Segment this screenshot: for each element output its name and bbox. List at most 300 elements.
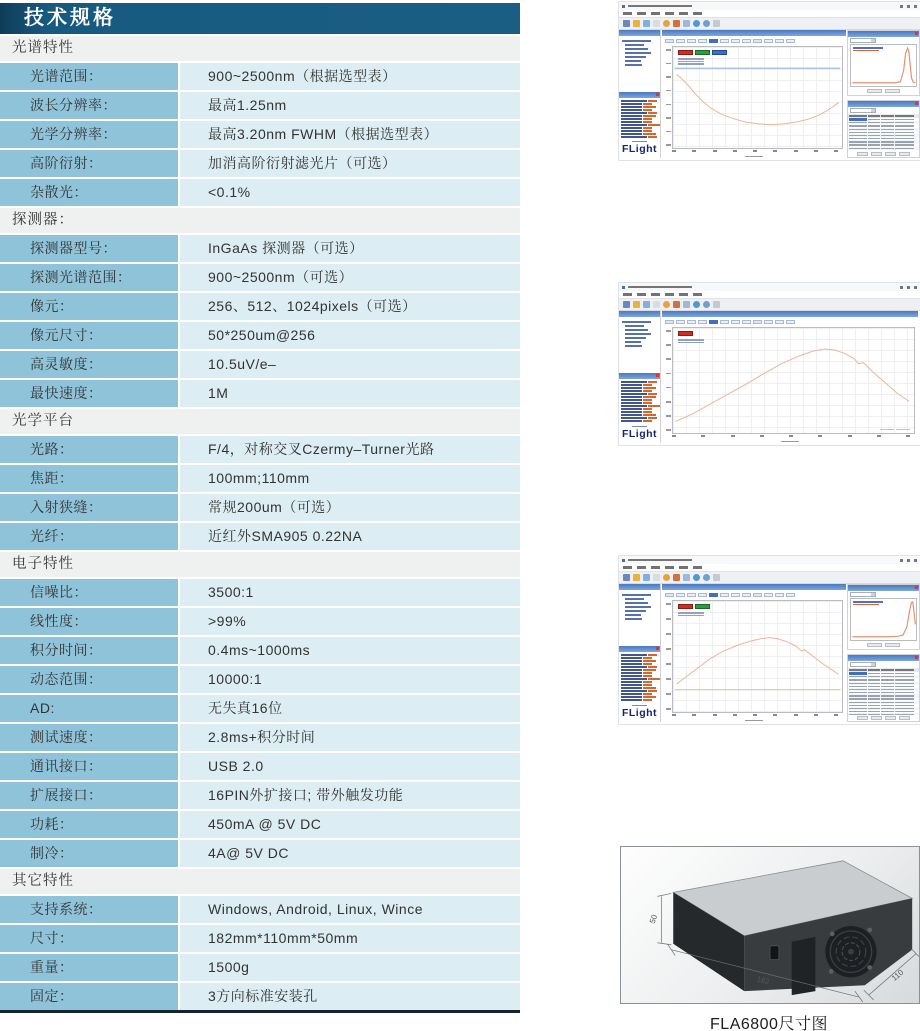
log-line [621,693,658,695]
app-icon [622,559,625,562]
log-line [621,411,658,413]
tree-item [625,60,641,62]
spec-row [0,983,520,1010]
spec-value: 100mm;110mm [180,465,520,492]
log-pane-header [619,373,660,379]
spec-row [0,637,520,664]
spec-row [0,179,520,206]
spec-label: 焦距： [0,465,178,492]
log-line [621,681,658,683]
toolbar-icon [703,20,710,27]
chart-control [764,593,773,597]
spec-value: 256、512、1024pixels（可选） [180,293,520,320]
data-table-panel [847,100,920,158]
spec-label: 重量： [0,954,178,981]
spec-row [0,322,520,349]
log-line [621,675,658,677]
spec-row [0,695,520,722]
menu-item [693,293,702,296]
table-bottom-rule [0,1010,520,1013]
chevron-down-icon [871,109,875,112]
peak-dropdown [850,592,876,597]
log-line [621,130,658,132]
data-table-panel [847,654,920,722]
device-tree-pane [619,584,661,722]
software-screenshot-2 [619,283,920,445]
menu-bar [619,10,920,17]
maximize-icon [907,559,910,562]
dim-height-label: 50 [647,913,660,925]
spec-row [0,896,520,923]
chart-control [676,39,685,43]
spec-label: 制冷： [0,840,178,867]
log-line [621,121,658,123]
minimize-icon [900,286,903,289]
plot-annotation [678,611,704,617]
window-titlebar [619,283,920,291]
logo-tagline [632,705,647,707]
chart-control [731,39,740,43]
menu-item [693,12,702,15]
peak-buttons [848,87,919,95]
peak-plot [850,44,917,87]
spec-label: 高阶衍射： [0,150,178,177]
table-panel-header [848,655,919,661]
spec-row [0,380,520,407]
spec-value: 900~2500nm（可选） [180,264,520,291]
spectrum-plot [672,327,915,434]
menu-item [637,12,646,15]
peak-dropdown [850,38,876,43]
stop-button [678,604,693,609]
menu-bar [619,564,920,571]
spec-row [0,666,520,693]
log-line [621,672,658,674]
spec-label: 像元尺寸： [0,322,178,349]
toolbar-icon [683,301,690,308]
table-dropdown [850,108,876,113]
spec-label: 最快速度： [0,380,178,407]
section-header-2: 光学平台 [0,409,520,434]
toolbar-icon [713,20,720,27]
panel-close-icon [915,102,918,105]
spec-label: 光纤： [0,523,178,550]
chart-control [698,320,707,324]
spec-row [0,92,520,119]
spec-value: >99% [180,608,520,635]
spec-value: 3方向标准安装孔 [180,983,520,1010]
toolbar-icon [673,574,680,581]
menu-item [679,293,688,296]
spec-label: 光路： [0,436,178,463]
toolbar-icon [643,20,650,27]
spec-label: 光学分辨率： [0,121,178,148]
spec-row [0,465,520,492]
close-icon [914,5,917,8]
log-line [621,405,658,407]
toolbar-icon [713,574,720,581]
spectrum-chart-pane [662,311,918,443]
toolbar-icon [643,574,650,581]
acquisition-buttons [678,50,727,55]
log-line [621,657,658,659]
spec-row [0,782,520,809]
spectrum-chart-pane [662,30,846,158]
plot-watermark [880,429,910,431]
toolbar-icon [653,20,660,27]
log-line [621,103,658,105]
software-screenshot-1 [619,2,920,160]
spec-value: 常规200um（可选） [180,494,520,521]
spec-value: F/4，对称交叉Czermy–Turner光路 [180,436,520,463]
spec-label: 支持系统： [0,896,178,923]
spec-label: 扩展接口： [0,782,178,809]
window-title-text [628,559,692,562]
chart-control [665,320,674,324]
plot-annotation [678,338,704,344]
log-line [621,133,658,135]
chart-control [687,39,696,43]
spec-row [0,264,520,291]
log-line [621,417,658,419]
toolbar-icon [653,301,660,308]
spec-value: 0.4ms~1000ms [180,637,520,664]
spec-row [0,293,520,320]
spec-value: USB 2.0 [180,753,520,780]
log-line [621,696,658,698]
tree-item [622,40,652,42]
toolbar-icon [623,20,630,27]
toolbar [619,298,920,311]
x-axis-ticks [662,149,846,158]
spec-label: 积分时间： [0,637,178,664]
x-axis-label [745,156,763,158]
toolbar-icon [643,301,650,308]
acquisition-buttons [678,604,710,609]
log-line [621,384,658,386]
spec-row [0,351,520,378]
log-line [621,396,658,398]
figure-caption: FLA6800尺寸图 [710,1016,828,1031]
toolbar-icon [673,301,680,308]
tree-pane-header [619,311,660,317]
toolbar-icon [713,301,720,308]
tree-pane-header [619,584,660,590]
toolbar-icon [693,20,700,27]
spec-row [0,150,520,177]
spec-row [0,121,520,148]
chart-control [698,593,707,597]
spec-label: 高灵敏度： [0,351,178,378]
menu-item [665,12,674,15]
log-line [621,109,658,111]
spec-label: 波长分辨率： [0,92,178,119]
spec-value: 182mm*110mm*50mm [180,925,520,952]
vendor-logo: FLight [619,423,660,443]
close-icon [914,286,917,289]
table-buttons [848,715,919,721]
spec-value: 最高3.20nm FWHM（根据选型表） [180,121,520,148]
log-line [621,663,658,665]
spec-label: AD: [0,695,178,722]
panel-close-icon [915,32,918,35]
chart-pane-header [662,30,846,36]
acquisition-buttons [678,331,693,336]
peak-panel [847,30,920,96]
peak-legend [853,600,883,606]
spec-value: 900~2500nm（根据选型表） [180,63,520,90]
spec-row [0,724,520,751]
spec-row [0,954,520,981]
spec-row [0,753,520,780]
peak-plot [850,598,917,641]
log-line [621,684,658,686]
plot-annotation [678,57,704,66]
spec-label: 动态范围： [0,666,178,693]
log-line [621,690,658,692]
maximize-icon [907,286,910,289]
chart-control [775,593,784,597]
maximize-icon [907,5,910,8]
chart-pane-header [662,311,918,317]
spec-row [0,811,520,838]
menu-item [665,293,674,296]
toolbar-icon [633,574,640,581]
spec-label: 探测光谱范围： [0,264,178,291]
menu-item [651,293,660,296]
spec-label: 光谱范围： [0,63,178,90]
chart-control [676,593,685,597]
right-panels [847,584,920,722]
toolbar-icon [663,20,670,27]
fan-grille [825,926,876,977]
log-line [621,654,658,656]
toolbar-icon [673,20,680,27]
device-step [792,937,816,995]
peak-panel-header [848,31,919,37]
tree-item [622,321,652,323]
log-line [621,699,658,701]
chart-control [742,593,751,597]
toolbar-icon [693,301,700,308]
toolbar-icon [663,574,670,581]
tree-item [625,48,648,50]
toolbar-icon [633,20,640,27]
tree-item [625,610,645,612]
spec-row [0,608,520,635]
minimize-icon [900,5,903,8]
chart-toolbar [662,591,846,599]
spec-row [0,235,520,262]
chart-control [753,39,762,43]
log-line [621,127,658,129]
toolbar-icon [623,301,630,308]
tree-item [625,52,651,54]
peak-buttons [848,641,919,649]
spec-value: 16PIN外扩接口; 带外触发功能 [180,782,520,809]
device-tree-pane [619,30,661,158]
spec-row [0,579,520,606]
section-header-0: 光谱特性 [0,36,520,61]
spec-label: 信噪比： [0,579,178,606]
menu-item [623,12,632,15]
toolbar-icon [703,574,710,581]
log-line [621,100,658,102]
section-header-4: 其它特性 [0,869,520,894]
tree-item [625,598,644,600]
spectrum-plot [672,600,843,713]
tree-item [625,56,645,58]
dim-depth-label: 110 [889,967,906,983]
chart-control [709,593,718,597]
spec-label: 功耗： [0,811,178,838]
right-panels [847,30,920,158]
chart-control [720,320,729,324]
log-line [621,112,658,114]
tree-item [625,329,648,331]
software-screenshot-3 [619,556,920,724]
chart-pane-header [662,584,846,590]
panel-close-icon [656,374,659,377]
log-line [621,420,658,422]
log-line [621,118,658,120]
y-axis-ticks [664,46,672,149]
log-line [621,687,658,689]
y-axis-ticks [664,600,672,713]
spec-value: 无失真16位 [180,695,520,722]
chart-control [775,39,784,43]
table-buttons [848,151,919,157]
app-icon [622,5,625,8]
spec-value: 3500:1 [180,579,520,606]
tree-item [625,602,648,604]
chart-control [720,39,729,43]
chart-control [742,320,751,324]
panel-close-icon [915,586,918,589]
log-line [621,678,658,680]
spec-value: 近红外SMA905 0.22NA [180,523,520,550]
log-line [621,669,658,671]
spec-label: 测试速度： [0,724,178,751]
close-icon [914,559,917,562]
spec-row [0,63,520,90]
vendor-logo: FLight [619,138,660,158]
window-title-text [628,286,692,289]
tree-item [625,606,651,608]
log-list [619,379,660,423]
window-title-text [628,5,692,8]
tree-item [625,64,642,66]
log-line [621,402,658,404]
log-line [621,387,658,389]
dim-length-label: 182 [755,974,771,987]
chart-toolbar [662,318,918,326]
chart-control [665,593,674,597]
chart-control [731,320,740,324]
spec-row [0,436,520,463]
log-line [621,408,658,410]
tree-item [625,337,645,339]
spec-value: 1M [180,380,520,407]
peak-legend [853,46,883,52]
spec-value: 50*250um@256 [180,322,520,349]
spec-row [0,494,520,521]
minimize-icon [900,559,903,562]
menu-item [651,12,660,15]
spec-label: 入射狭缝： [0,494,178,521]
panel-close-icon [656,647,659,650]
toolbar [619,571,920,584]
toolbar-icon [683,20,690,27]
spec-sections [0,36,520,1010]
spec-value: Windows, Android, Linux, Wince [180,896,520,923]
start-button [695,50,710,55]
log-pane-header [619,92,660,98]
spec-label: 像元： [0,293,178,320]
log-line [621,414,658,416]
peak-panel-header [848,585,919,591]
spec-row [0,925,520,952]
log-list [619,98,660,138]
x-axis-label [745,720,763,722]
x-axis-label [781,441,799,443]
save-button [712,50,727,55]
chart-control [742,39,751,43]
tree-item [625,345,642,347]
toolbar-icon [653,574,660,581]
app-icon [622,286,625,289]
start-button [695,604,710,609]
spec-value: 加消高阶衍射滤光片（可选） [180,150,520,177]
menu-item [623,293,632,296]
spec-value: InGaAs 探测器（可选） [180,235,520,262]
spec-value: 最高1.25nm [180,92,520,119]
page-title: 技术规格 [0,3,520,34]
table-rows [848,118,919,151]
device-tree [619,590,660,646]
toolbar-icon [703,301,710,308]
log-line [621,381,658,383]
logo-tagline [632,141,647,143]
chart-control [698,39,707,43]
log-line [621,124,658,126]
spec-label: 尺寸： [0,925,178,952]
menu-bar [619,291,920,298]
chart-control [764,39,773,43]
log-line [621,106,658,108]
tree-item [625,614,641,616]
stop-button [678,331,693,336]
tree-item [625,618,642,620]
x-axis-ticks [662,713,846,722]
vendor-logo: FLight [619,702,660,722]
chevron-down-icon [871,663,875,666]
log-line [621,399,658,401]
window-titlebar [619,556,920,564]
x-axis-ticks [662,434,918,443]
chart-control [786,593,795,597]
y-axis-ticks [664,327,672,434]
spectrum-plot [672,46,843,149]
spec-table [0,3,520,1010]
chart-control [753,320,762,324]
spec-label: 通讯接口： [0,753,178,780]
chart-control [665,39,674,43]
toolbar-icon [623,574,630,581]
chart-control [786,39,795,43]
menu-item [679,566,688,569]
dimension-height [657,893,671,944]
